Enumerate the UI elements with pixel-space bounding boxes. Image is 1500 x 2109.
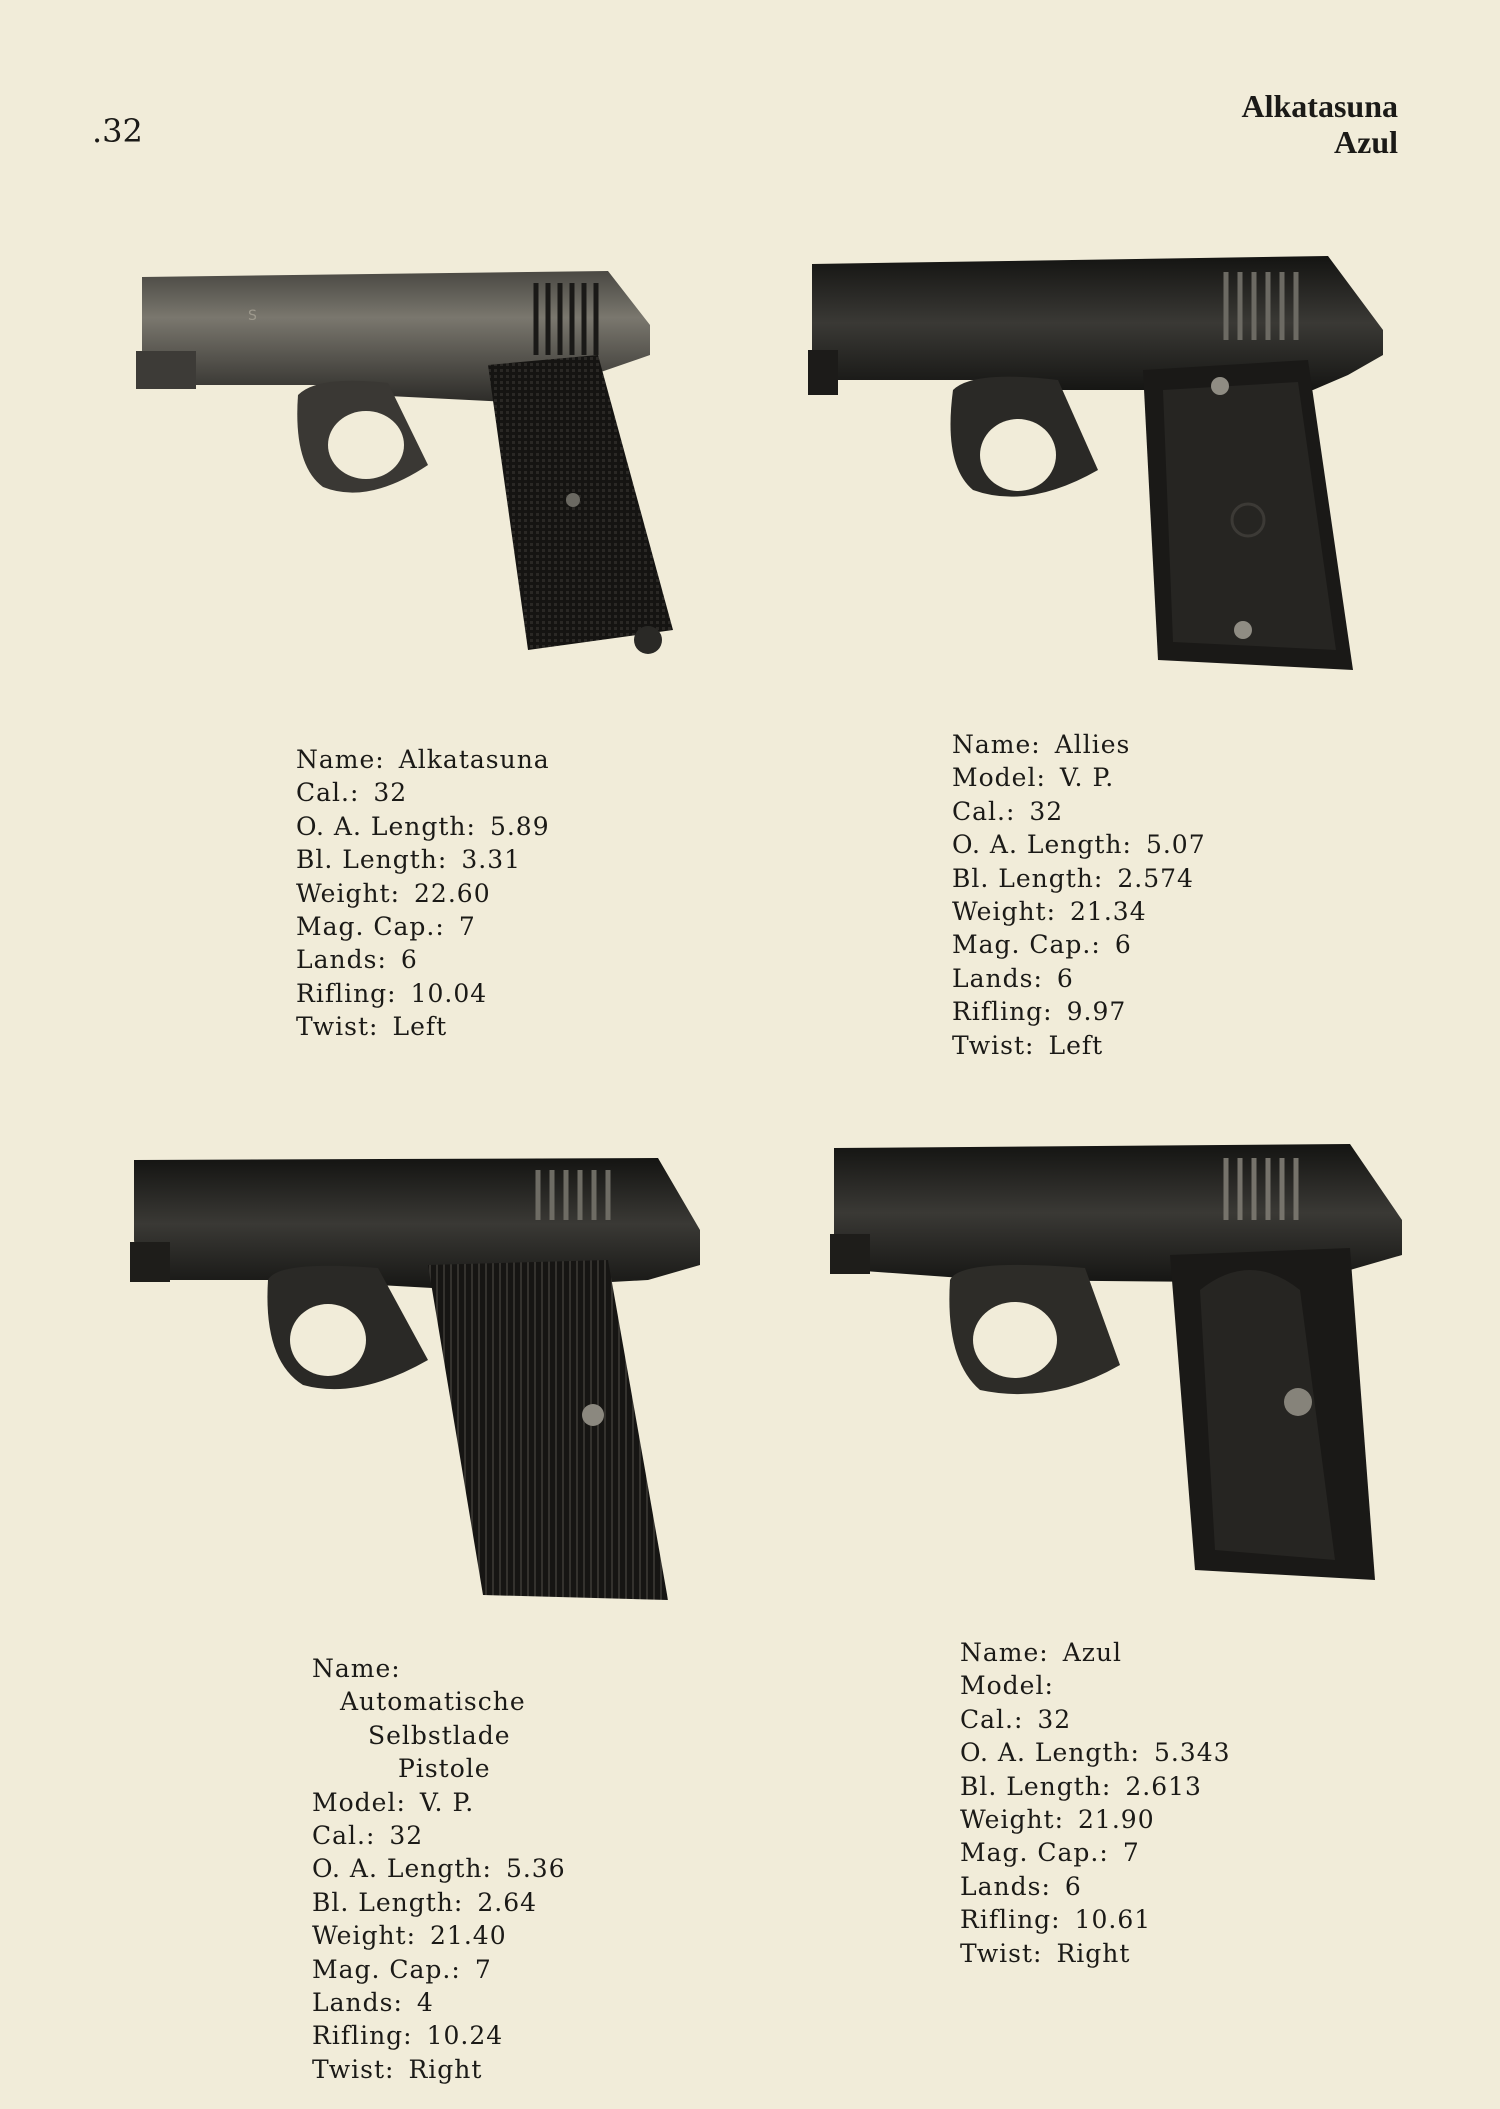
spec-line	[312, 1986, 566, 2019]
name-line: Selbstlade	[368, 1720, 511, 1750]
pistol-photo-automatische-selbstlade-pistole	[128, 1150, 708, 1610]
spec-label: Twist:	[960, 1938, 1043, 1968]
spec-line	[312, 1886, 566, 1919]
spec-label: Lands:	[952, 963, 1043, 993]
spec-value: 7	[474, 1954, 492, 1984]
spec-label: O. A. Length:	[296, 811, 476, 841]
spec-label: Rifling:	[952, 997, 1053, 1027]
spec-value: 21.40	[430, 1921, 507, 1951]
name-line: Pistole	[398, 1754, 491, 1784]
spec-label: Mag. Cap.:	[952, 930, 1101, 960]
spec-label: Bl. Length:	[952, 863, 1104, 893]
spec-label: Rifling:	[296, 978, 397, 1008]
spec-value: 5.07	[1145, 830, 1206, 860]
spec-label: Name:	[952, 730, 1041, 759]
spec-value: 10.61	[1074, 1905, 1152, 1935]
spec-value: Left	[392, 1012, 448, 1042]
spec-label: Twist:	[952, 1030, 1035, 1060]
spec-line	[960, 1836, 1231, 1869]
spec-label: Weight:	[952, 897, 1057, 927]
spec-value: 22.60	[414, 878, 491, 908]
spec-line	[296, 810, 550, 843]
spec-value: 10.24	[426, 2021, 504, 2051]
spec-value: 21.34	[1070, 897, 1147, 927]
spec-value: 5.343	[1153, 1738, 1231, 1768]
spec-label: Cal.:	[296, 778, 360, 808]
spec-label: Twist:	[296, 1012, 379, 1042]
spec-label: Bl. Length:	[312, 1887, 464, 1917]
spec-value: Left	[1048, 1030, 1104, 1060]
spec-line	[312, 1852, 566, 1885]
spec-value: Allies	[1054, 730, 1131, 759]
spec-line	[952, 928, 1206, 961]
spec-block-azul	[960, 1636, 1231, 1970]
spec-value: V. P.	[419, 1787, 475, 1817]
svg-text:S: S	[248, 308, 257, 324]
spec-line	[952, 862, 1206, 895]
spec-value: 10.04	[410, 978, 488, 1008]
spec-line	[312, 1919, 566, 1952]
spec-line	[960, 1636, 1231, 1669]
spec-label: Weight:	[312, 1921, 417, 1951]
spec-label: Mag. Cap.:	[296, 912, 445, 942]
spec-line	[296, 743, 550, 776]
spec-line	[296, 877, 550, 910]
pistol-photo-azul	[830, 1140, 1410, 1590]
spec-label: Cal.:	[312, 1821, 376, 1851]
spec-line	[960, 1736, 1231, 1769]
spec-label: Model:	[952, 763, 1046, 793]
spec-value: 6	[1056, 963, 1074, 993]
spec-label: Twist:	[312, 2054, 395, 2084]
spec-value: 32	[1037, 1704, 1072, 1734]
spec-line	[960, 1903, 1231, 1936]
spec-label: O. A. Length:	[952, 830, 1132, 860]
spec-value: Alkatasuna	[398, 745, 550, 774]
spec-line	[296, 1010, 550, 1043]
spec-value: 5.36	[505, 1854, 566, 1884]
spec-value: 6	[1064, 1871, 1082, 1901]
spec-label: Weight:	[296, 878, 401, 908]
spec-line	[952, 795, 1206, 828]
spec-line	[312, 1652, 566, 1685]
spec-label: Mag. Cap.:	[312, 1954, 461, 1984]
spec-line	[960, 1703, 1231, 1736]
spec-label: Weight:	[960, 1805, 1065, 1835]
pistol-photo-allies	[808, 250, 1398, 690]
spec-value: 6	[400, 945, 418, 975]
spec-label: Bl. Length:	[960, 1771, 1112, 1801]
spec-label: Rifling:	[960, 1905, 1061, 1935]
spec-line	[960, 1937, 1231, 1970]
spec-value: 21.90	[1078, 1805, 1155, 1835]
spec-label: Model:	[960, 1671, 1054, 1701]
running-head-first: Alkatasuna	[1241, 88, 1398, 124]
spec-label: Name:	[312, 1654, 401, 1683]
spec-line	[296, 977, 550, 1010]
spec-value: 2.574	[1117, 863, 1194, 893]
spec-value: Right	[1056, 1938, 1131, 1968]
spec-block-allies	[952, 728, 1206, 1062]
running-head	[1242, 88, 1399, 160]
spec-value: 32	[373, 778, 408, 808]
name-line: Automatische	[340, 1687, 526, 1717]
spec-label: Model:	[312, 1787, 406, 1817]
spec-label: Cal.:	[952, 796, 1016, 826]
spec-value: 6	[1114, 930, 1132, 960]
spec-label: Bl. Length:	[296, 845, 448, 875]
spec-block-automatische-selbstlade-pistole	[312, 1652, 566, 2086]
spec-line	[952, 962, 1206, 995]
spec-value: 5.89	[489, 811, 550, 841]
spec-value: 7	[1122, 1838, 1140, 1868]
spec-line	[960, 1870, 1231, 1903]
page-number: .32	[92, 112, 143, 150]
spec-value: 2.613	[1125, 1771, 1202, 1801]
spec-line	[952, 828, 1206, 861]
spec-line	[296, 943, 550, 976]
spec-label: Cal.:	[960, 1704, 1024, 1734]
spec-line	[296, 843, 550, 876]
spec-value: 2.64	[477, 1887, 538, 1917]
spec-line	[296, 910, 550, 943]
spec-label: Lands:	[296, 945, 387, 975]
spec-value: V. P.	[1059, 763, 1115, 793]
spec-value: Azul	[1062, 1638, 1123, 1667]
running-head-last: Azul	[1334, 124, 1398, 160]
spec-line	[960, 1770, 1231, 1803]
spec-line	[312, 1819, 566, 1852]
spec-label: O. A. Length:	[960, 1738, 1140, 1768]
spec-label: Lands:	[312, 1988, 403, 2018]
spec-value: 32	[389, 1821, 424, 1851]
spec-value: 9.97	[1066, 997, 1127, 1027]
spec-line	[952, 728, 1206, 761]
spec-line	[312, 1953, 566, 1986]
spec-line	[312, 1786, 566, 1819]
spec-line	[952, 895, 1206, 928]
spec-label: O. A. Length:	[312, 1854, 492, 1884]
spec-value: 32	[1029, 796, 1064, 826]
spec-label: Name:	[960, 1638, 1049, 1667]
spec-line	[952, 761, 1206, 794]
spec-line	[960, 1803, 1231, 1836]
spec-block-alkatasuna	[296, 743, 550, 1044]
spec-line	[296, 776, 550, 809]
spec-label: Rifling:	[312, 2021, 413, 2051]
spec-line	[312, 2019, 566, 2052]
spec-value: 7	[458, 912, 476, 942]
pistol-photo-alkatasuna	[128, 255, 728, 675]
spec-line	[960, 1669, 1231, 1702]
spec-line	[952, 1029, 1206, 1062]
spec-label: Mag. Cap.:	[960, 1838, 1109, 1868]
spec-value: 4	[416, 1988, 434, 2018]
spec-line	[952, 995, 1206, 1028]
spec-label: Name:	[296, 745, 385, 774]
spec-label: Lands:	[960, 1871, 1051, 1901]
spec-value: 3.31	[461, 845, 522, 875]
spec-line	[312, 2053, 566, 2086]
spec-value: Right	[408, 2054, 483, 2084]
